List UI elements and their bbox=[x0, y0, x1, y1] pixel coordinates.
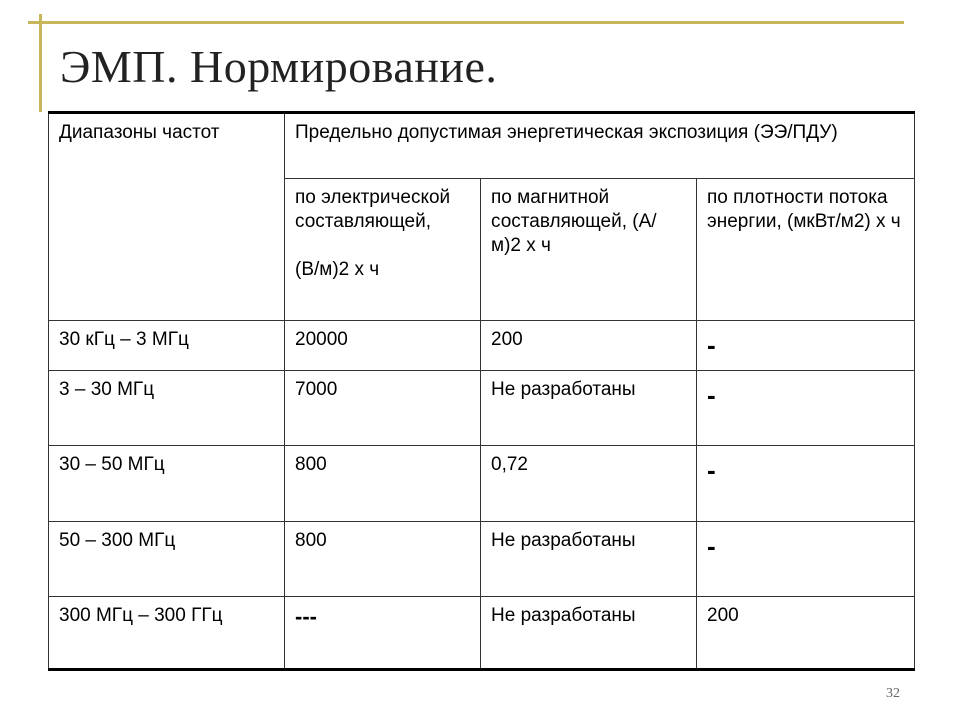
cell-density bbox=[697, 446, 915, 522]
table-row bbox=[49, 371, 915, 446]
header-exposure-group: Предельно допустимая энергетическая экспозиция (ЭЭ/ПДУ) bbox=[285, 113, 915, 179]
subheader-electric bbox=[285, 179, 481, 321]
cell-range: 300 МГц – 300 ГГц bbox=[49, 597, 285, 670]
subheader-electric-text: по электрической составляющей, bbox=[295, 187, 451, 232]
header-frequency-ranges: Диапазоны частот bbox=[49, 113, 285, 321]
norms-table bbox=[48, 111, 915, 671]
slide-title: ЭМП. Нормирование. bbox=[60, 41, 498, 92]
table-row bbox=[49, 522, 915, 597]
cell-range: 30 кГц – 3 МГц bbox=[49, 321, 285, 371]
cell-electric: 20000 bbox=[285, 321, 481, 371]
cell-magnetic: 0,72 bbox=[481, 446, 697, 522]
subheader-electric-gap bbox=[295, 234, 470, 258]
cell-magnetic: Не разработаны bbox=[481, 371, 697, 446]
cell-density-value: - bbox=[707, 380, 716, 410]
frame-left-line bbox=[39, 14, 42, 112]
cell-density bbox=[697, 321, 915, 371]
table-row bbox=[49, 446, 915, 522]
table-row bbox=[49, 321, 915, 371]
cell-electric: 800 bbox=[285, 446, 481, 522]
subheader-density: по плотности потока энергии, (мкВт/м2) х ч bbox=[697, 179, 915, 321]
cell-electric: 800 bbox=[285, 522, 481, 597]
cell-density-value: - bbox=[707, 531, 716, 561]
cell-magnetic: Не разработаны bbox=[481, 597, 697, 670]
cell-electric-value: --- bbox=[295, 604, 317, 629]
cell-magnetic: Не разработаны bbox=[481, 522, 697, 597]
cell-density bbox=[697, 522, 915, 597]
frame-top-line bbox=[28, 21, 904, 24]
cell-range: 30 – 50 МГц bbox=[49, 446, 285, 522]
cell-density bbox=[697, 371, 915, 446]
cell-density-value: - bbox=[707, 330, 716, 360]
cell-magnetic: 200 bbox=[481, 321, 697, 371]
table-header-row bbox=[49, 113, 915, 179]
cell-range: 3 – 30 МГц bbox=[49, 371, 285, 446]
page-number: 32 bbox=[886, 686, 900, 701]
cell-electric bbox=[285, 597, 481, 670]
cell-density: 200 bbox=[697, 597, 915, 670]
cell-electric: 7000 bbox=[285, 371, 481, 446]
subheader-magnetic: по магнитной составляющей, (А/м)2 х ч bbox=[481, 179, 697, 321]
cell-density-value: - bbox=[707, 455, 716, 485]
subheader-electric-unit: (В/м)2 х ч bbox=[295, 259, 380, 280]
table-row bbox=[49, 597, 915, 670]
cell-range: 50 – 300 МГц bbox=[49, 522, 285, 597]
